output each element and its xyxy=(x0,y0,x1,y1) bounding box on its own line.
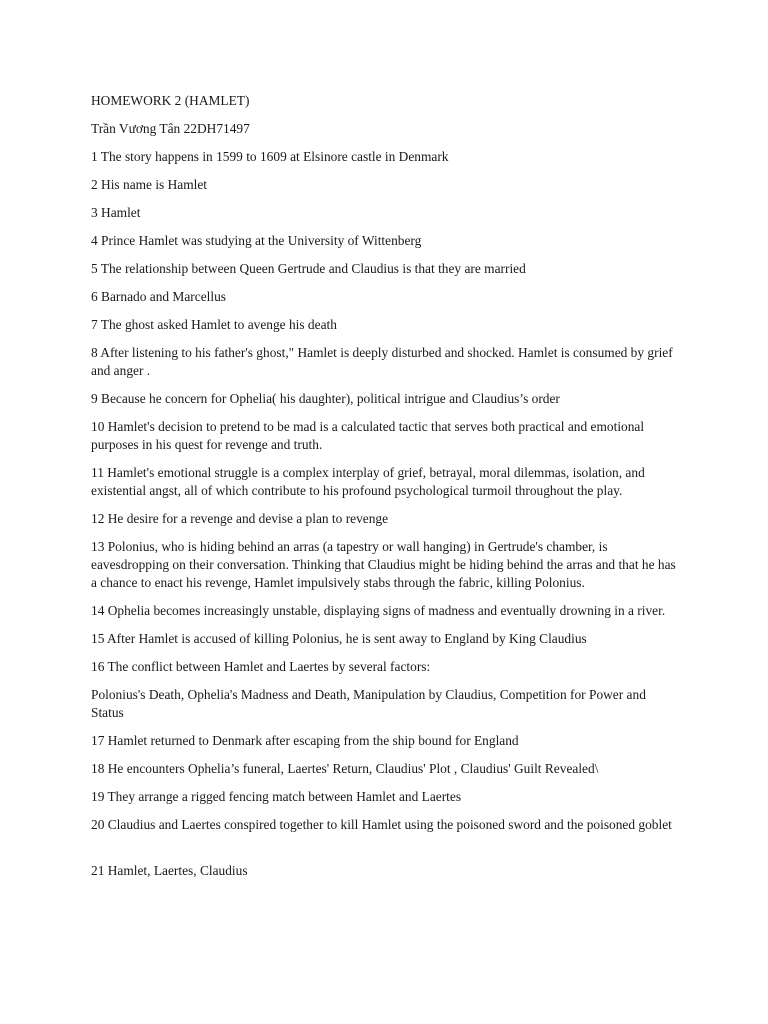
answer-20: 20 Claudius and Laertes conspired together to kill Hamlet using the poisoned sword and the poisoned goblet xyxy=(91,817,672,832)
document-title: HOMEWORK 2 (HAMLET) xyxy=(91,93,250,108)
answer-19: 19 They arrange a rigged fencing match between Hamlet and Laertes xyxy=(91,789,462,804)
author-line: Trần Vương Tân 22DH71497 xyxy=(91,121,250,136)
answer-15: 15 After Hamlet is accused of killing Polonius, he is sent away to England by King Claudius xyxy=(91,631,587,646)
answer-6: 6 Barnado and Marcellus xyxy=(91,289,226,304)
answer-4: 4 Prince Hamlet was studying at the University of Wittenberg xyxy=(91,233,422,248)
answer-10: 10 Hamlet's decision to pretend to be mad is a calculated tactic that serves both practical and emotional purposes in his quest for revenge and truth. xyxy=(91,419,645,452)
answer-21: 21 Hamlet, Laertes, Claudius xyxy=(91,863,248,878)
answer-17: 17 Hamlet returned to Denmark after escaping from the ship bound for England xyxy=(91,733,519,748)
answer-8: 8 After listening to his father's ghost," Hamlet is deeply disturbed and shocked. Hamlet is consumed by grief and anger . xyxy=(91,345,673,378)
answer-1: 1 The story happens in 1599 to 1609 at Elsinore castle in Denmark xyxy=(91,149,449,164)
answer-13: 13 Polonius, who is hiding behind an arras (a tapestry or wall hanging) in Gertrude's chamber, is eavesdropping on their conversation. Thinking that Claudius might be hiding behind the arras and that he has a chance to enact his revenge, Hamlet impulsively stabs through the fabric, killing Polonius. xyxy=(91,539,676,590)
answer-18: 18 He encounters Ophelia’s funeral, Laertes' Return, Claudius' Plot , Claudius' Guilt Revealed\ xyxy=(91,761,599,776)
answer-3: 3 Hamlet xyxy=(91,205,141,220)
document-body xyxy=(91,92,681,890)
answer-9: 9 Because he concern for Ophelia( his daughter), political intrigue and Claudius’s order xyxy=(91,391,560,406)
answer-11: 11 Hamlet's emotional struggle is a complex interplay of grief, betrayal, moral dilemmas, isolation, and existential angst, all of which contribute to his profound psychological turmoil throughout the play. xyxy=(91,465,645,498)
answer-14: 14 Ophelia becomes increasingly unstable, displaying signs of madness and eventually drowning in a river. xyxy=(91,603,666,618)
answer-5: 5 The relationship between Queen Gertrude and Claudius is that they are married xyxy=(91,261,526,276)
answer-2: 2 His name is Hamlet xyxy=(91,177,208,192)
answer-7: 7 The ghost asked Hamlet to avenge his death xyxy=(91,317,337,332)
answer-16-factors: Polonius's Death, Ophelia's Madness and Death, Manipulation by Claudius, Competition for Power and Status xyxy=(91,687,646,720)
answer-12: 12 He desire for a revenge and devise a plan to revenge xyxy=(91,511,389,526)
answer-16: 16 The conflict between Hamlet and Laertes by several factors: xyxy=(91,659,431,674)
